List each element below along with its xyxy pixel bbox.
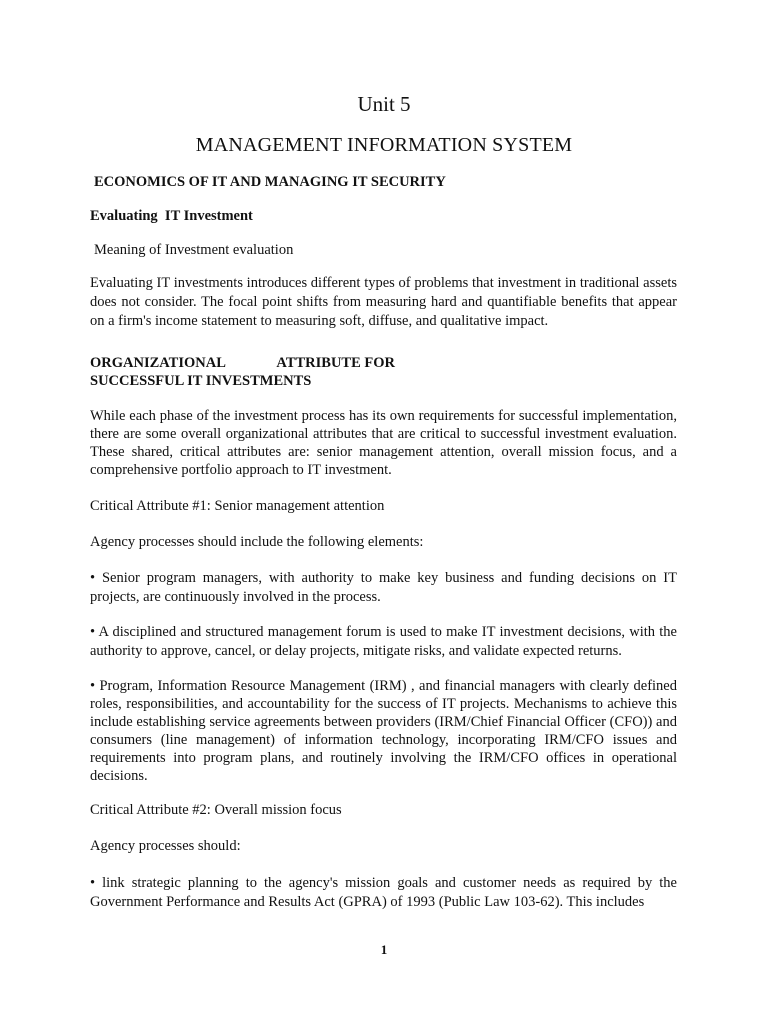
page-number: 1 xyxy=(380,942,388,957)
critical-attribute-2: Critical Attribute #2: Overall mission focus xyxy=(90,802,342,818)
bullet-item: • A disciplined and structured management forum is used to make IT investment decisions, with the authority to approve, cancel, or delay projects, mitigate risks, and validate expected returns. xyxy=(90,624,677,659)
agency-include: Agency processes should include the following elements: xyxy=(90,534,424,550)
subheading: Meaning of Investment evaluation xyxy=(94,242,294,258)
bullet-item: • Senior program managers, with authority to make key business and funding decisions on IT projects, are continuously involved in the process. xyxy=(90,570,677,605)
bullet-item: • Program, Information Resource Management (IRM) , and financial managers with clearly defined roles, responsibilities, and accountability for the success of IT projects. Mechanisms to achieve this include establishing service agreements between providers (IRM/Chief Financial Officer (CFO)) and consumers (line management) of information technology, incorporating IRM/CFO issues and requirements into program plans, and routinely involving the IRM/CFO offices in operational decisions. xyxy=(90,678,677,784)
critical-attribute-1: Critical Attribute #1: Senior management attention xyxy=(90,498,385,514)
paragraph-org: While each phase of the investment process has its own requirements for successful implementation, there are some overall organizational attributes that are critical to successful investment evaluation. These shared, critical attributes are: senior management attention, overall mission focus, and a comprehensive portfolio approach to IT investment. xyxy=(90,408,677,478)
paragraph-intro: Evaluating IT investments introduces different types of problems that investment in traditional assets does not consider. The focal point shifts from measuring hard and quantifiable benefits that appear on a firm's income statement to measuring soft, diffuse, and qualitative impact. xyxy=(90,275,677,329)
subject-title: MANAGEMENT INFORMATION SYSTEM xyxy=(195,134,573,156)
org-heading-line2: SUCCESSFUL IT INVESTMENTS xyxy=(90,373,312,389)
agency-should: Agency processes should: xyxy=(90,838,241,854)
bullet-item: • link strategic planning to the agency's mission goals and customer needs as required by the Government Performance and Results Act (GPRA) of 1993 (Public Law 103-62). This includes xyxy=(90,875,677,910)
chapter-heading: ECONOMICS OF IT AND MANAGING IT SECURITY xyxy=(94,174,446,190)
section-heading: Evaluating IT Investment xyxy=(90,208,253,224)
unit-title: Unit 5 xyxy=(357,92,411,116)
org-heading-left: ORGANIZATIONAL xyxy=(90,355,226,371)
org-attributes-heading xyxy=(90,354,410,390)
org-heading-right: ATTRIBUTE FOR xyxy=(276,355,395,371)
